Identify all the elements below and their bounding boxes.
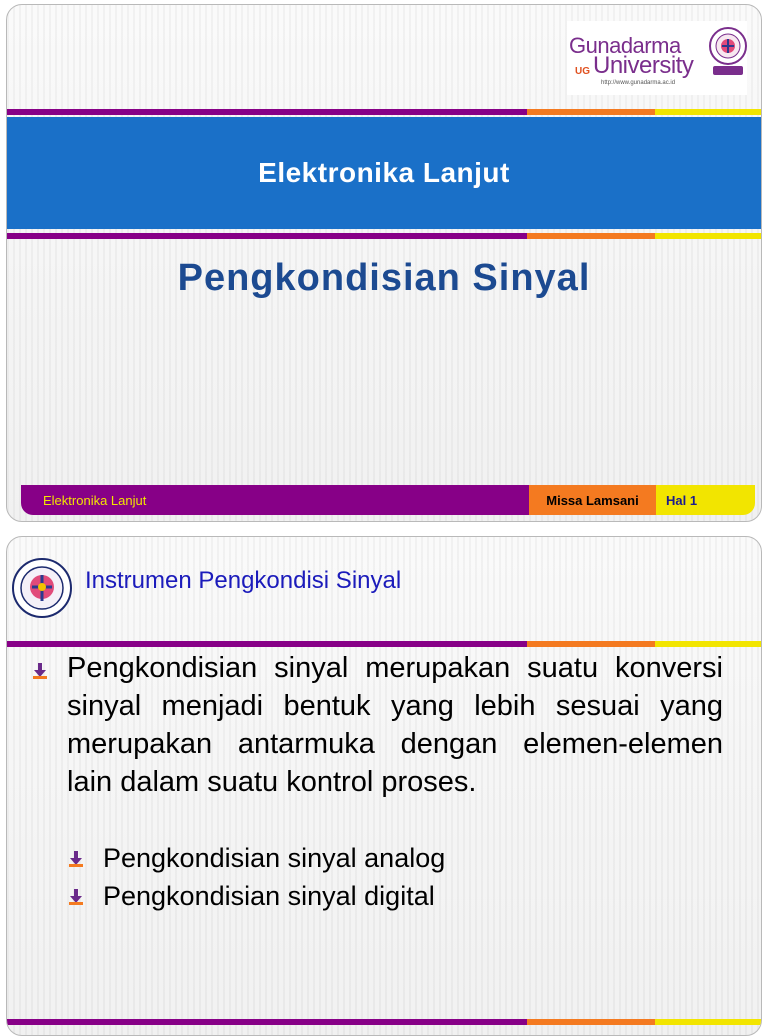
course-title-band [7, 117, 761, 229]
list-item: Pengkondisian sinyal merupakan suatu konversi sinyal menjadi bentuk yang lebih sesuai yang merupakan antarmuka dengan elemen-elemen lain dalam suatu kontrol proses. [67, 652, 723, 798]
logo-line1: Gunadarma [569, 33, 681, 58]
bottom-color-stripe [7, 233, 761, 239]
bottom-color-stripe [7, 1019, 761, 1025]
course-title: Elektronika Lanjut [258, 157, 510, 188]
title-slide [6, 4, 762, 522]
bullet-arrow-icon [69, 851, 83, 867]
footer-page: Hal 1 [656, 485, 755, 515]
sub-list-item: Pengkondisian sinyal analog [103, 843, 446, 873]
gunadarma-logo [567, 21, 747, 95]
slide-footer [21, 485, 755, 515]
university-seal-icon [11, 557, 73, 619]
logo-line2: University [593, 52, 694, 79]
content-slide [6, 536, 762, 1036]
footer-course: Elektronika Lanjut [21, 485, 529, 515]
bullet-arrow-icon [33, 663, 47, 679]
university-seal-icon [709, 26, 747, 78]
bullet-arrow-icon [69, 889, 83, 905]
heading-color-stripe [7, 641, 761, 647]
logo-ug: UG [575, 66, 590, 77]
slide-heading: Instrumen Pengkondisi Sinyal [85, 567, 402, 594]
slide-title: Pengkondisian Sinyal [177, 257, 591, 299]
footer-author: Missa Lamsani [529, 485, 656, 515]
top-color-stripe [7, 109, 761, 115]
sub-list-item: Pengkondisian sinyal digital [103, 881, 435, 911]
logo-url: http://www.gunadarma.ac.id [601, 80, 676, 86]
